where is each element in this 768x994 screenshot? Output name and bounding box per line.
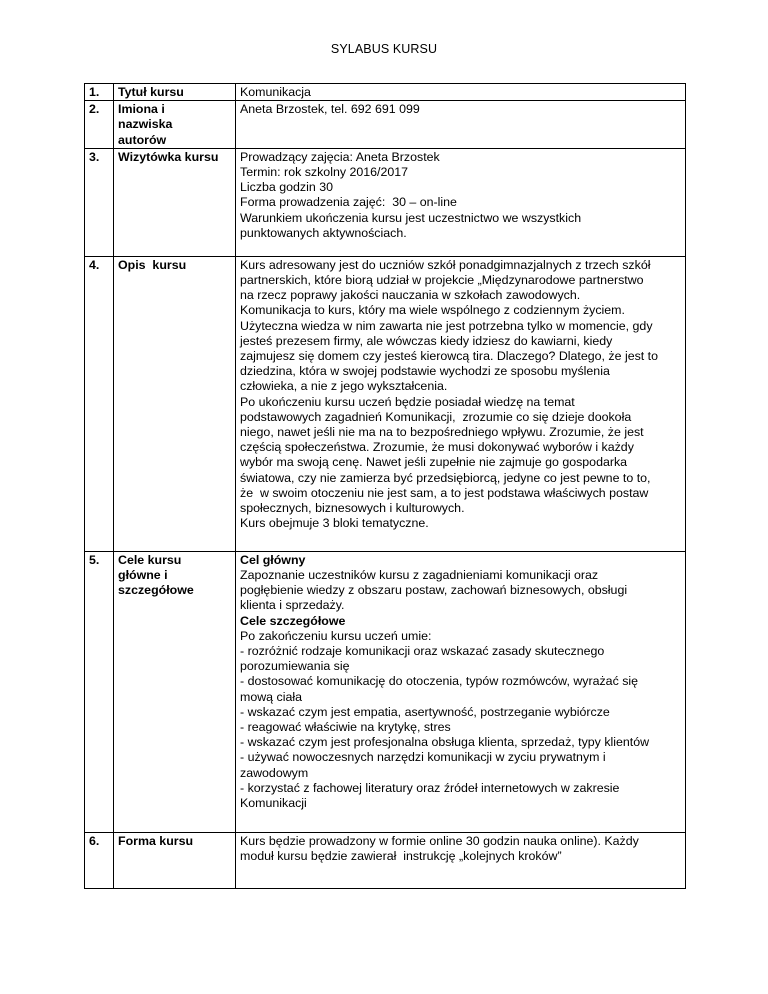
content-line: moduł kursu będzie zawierał instrukcję „kolejnych kroków” [240, 849, 562, 864]
content-line: Termin: rok szkolny 2016/2017 [240, 165, 409, 180]
row-number: 3. [85, 148, 114, 256]
content-line: Kurs będzie prowadzony w formie online 30 godzin nauka online). Każdy [240, 833, 639, 848]
content-line: Kurs adresowany jest do uczniów szkół ponadgimnazjalnych z trzech szkół [240, 257, 651, 272]
row-label [114, 101, 236, 149]
row-label [114, 148, 236, 256]
table-row [85, 148, 686, 256]
content-line: że w swoim otoczeniu nie jest sam, a to jest podstawa właściwych postaw [240, 485, 649, 500]
row-label [114, 84, 236, 101]
row-number: 2. [85, 101, 114, 149]
content-line: - reagować właściwie na krytykę, stres [240, 720, 451, 735]
content-line: - rozróżnić rodzaje komunikacji oraz wskazać zasady skutecznego [240, 644, 605, 659]
content-line: Po ukończeniu kursu uczeń będzie posiadał wiedzę na temat [240, 394, 575, 409]
row-content [236, 256, 686, 551]
row-number: 1. [85, 84, 114, 101]
content-line: podstawowych zagadnień Komunikacji, zrozumie co się dzieje dookoła [240, 409, 632, 424]
content-line: porozumiewania się [240, 659, 350, 674]
row-content [236, 101, 686, 149]
content-line: Prowadzący zajęcia: Aneta Brzostek [240, 149, 440, 164]
row-number: 6. [85, 832, 114, 888]
row-content [236, 84, 686, 101]
content-line: - wskazać czym jest empatia, asertywność, postrzeganie wybiórcze [240, 704, 610, 719]
content-line: Komunikacji [240, 796, 307, 811]
content-line: Aneta Brzostek, tel. 692 691 099 [240, 102, 420, 117]
content-line: niego, nawet jeśli nie ma na to bezpośredniego wpływu. Zrozumie, że jest [240, 425, 644, 440]
content-line: zajmujesz się domem czy jesteś kierowcą tira. Dlaczego? Dlatego, że jest to [240, 349, 659, 364]
content-line: zawodowym [240, 765, 309, 780]
table-row [85, 101, 686, 149]
row-label [114, 256, 236, 551]
row-label-line: główne i [118, 568, 168, 583]
row-content [236, 832, 686, 888]
content-line: - wskazać czym jest profesjonalna obsługa klienta, sprzedaż, typy klientów [240, 735, 650, 750]
content-line: - używać nowoczesnych narzędzi komunikacji w zyciu prywatnym i [240, 750, 606, 765]
content-line: Forma prowadzenia zajęć: 30 – on-line [240, 195, 457, 210]
content-line: Warunkiem ukończenia kursu jest uczestnictwo we wszystkich [240, 210, 582, 225]
content-line: społecznych, biznesowych i kulturowych. [240, 501, 465, 516]
content-line: - korzystać z fachowej literatury oraz źródeł internetowych w zakresie [240, 780, 620, 795]
row-label-line: Opis kursu [118, 257, 187, 272]
content-line: Komunikacja [240, 85, 311, 99]
table-row [85, 832, 686, 888]
syllabus-table [84, 83, 686, 889]
content-line: Kurs obejmuje 3 bloki tematyczne. [240, 516, 429, 531]
content-line: częścią społeczeństwa. Zrozumie, że musi dokonywać wyborów i każdy [240, 440, 634, 455]
content-line: dziedzina, która w swojej podstawie wychodzi ze sposobu myślenia [240, 364, 610, 379]
content-line: wybór ma swoją cenę. Nawet jeśli zupełnie nie zajmuje go gospodarka [240, 455, 628, 470]
table-row [85, 84, 686, 101]
syllabus-table-body [85, 84, 686, 889]
content-line: pogłębienie wiedzy z obszaru postaw, zachowań biznesowych, obsługi [240, 583, 628, 598]
content-line: mową ciała [240, 689, 302, 704]
content-line: na rzecz poprawy jakości nauczania w szkołach zawodowych. [240, 288, 581, 303]
row-label-line: Wizytówka kursu [118, 149, 219, 164]
section-heading: Cele szczegółowe [240, 613, 346, 628]
row-number: 4. [85, 256, 114, 551]
row-label-line: Imiona i [118, 102, 165, 117]
content-line: Komunikacja to kurs, który ma wiele wspólnego z codziennym życiem. [240, 303, 625, 318]
content-line: jesteś prezesem firmy, ale wówczas kiedy idziesz do kawiarni, kiedy [240, 333, 613, 348]
content-line: punktowanych aktywnościach. [240, 225, 407, 240]
content-line: - dostosować komunikację do otoczenia, typów rozmówców, wyrażać się [240, 674, 639, 689]
row-content [236, 551, 686, 832]
row-content [236, 148, 686, 256]
row-label-line: Tytuł kursu [118, 85, 184, 99]
section-heading: Cel główny [240, 552, 306, 567]
table-row [85, 551, 686, 832]
row-label-line: nazwiska [118, 117, 173, 132]
page-title: SYLABUS KURSU [330, 42, 438, 56]
row-number: 5. [85, 551, 114, 832]
row-label-line: Cele kursu [118, 552, 182, 567]
content-line: człowieka, a nie z jego wykształcenia. [240, 379, 448, 394]
content-line: partnerskich, które biorą udział w projekcie „Międzynarodowe partnerstwo [240, 273, 644, 288]
content-line: Po zakończeniu kursu uczeń umie: [240, 628, 432, 643]
content-line: Liczba godzin 30 [240, 180, 333, 195]
content-line: Użyteczna wiedza w nim zawarta nie jest potrzebna tylko w momencie, gdy [240, 318, 653, 333]
content-line: Zapoznanie uczestników kursu z zagadnieniami komunikacji oraz [240, 568, 599, 583]
row-label [114, 551, 236, 832]
table-row [85, 256, 686, 551]
row-label-line: szczegółowe [118, 583, 194, 598]
content-line: światowa, czy nie zamierza być przedsiębiorcą, jedyne co jest pewne to to, [240, 470, 651, 485]
row-label-line: Forma kursu [118, 833, 194, 848]
row-label [114, 832, 236, 888]
row-label-line: autorów [118, 132, 167, 147]
content-line: klienta i sprzedaży. [240, 598, 345, 613]
